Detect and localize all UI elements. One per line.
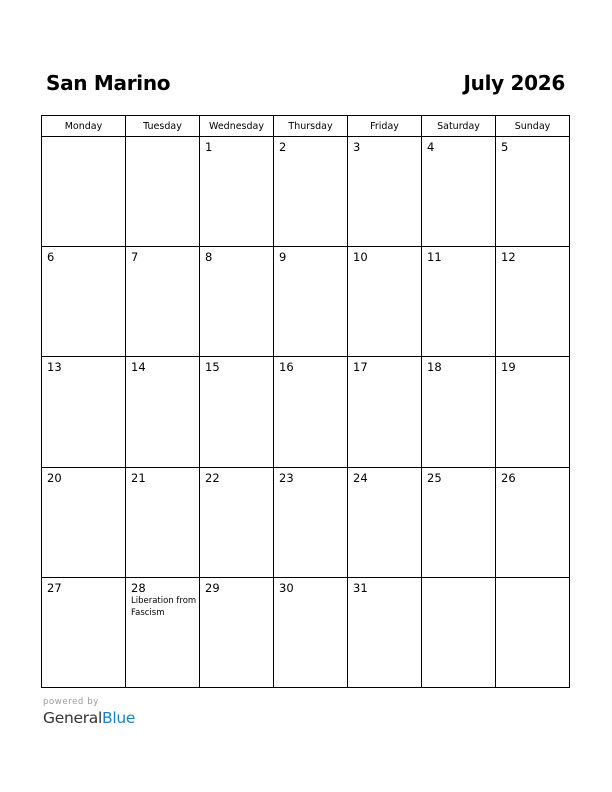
day-cell bbox=[496, 357, 570, 467]
brand-general-text: General bbox=[43, 709, 102, 727]
day-cell bbox=[422, 357, 496, 467]
day-cell bbox=[496, 247, 570, 357]
day-number: 25 bbox=[427, 470, 442, 485]
day-number: 6 bbox=[47, 250, 55, 265]
day-cell bbox=[348, 357, 422, 467]
day-cell bbox=[422, 137, 496, 247]
day-number: 2 bbox=[279, 140, 287, 154]
day-cell bbox=[274, 467, 348, 577]
day-cell bbox=[42, 357, 126, 467]
day-cell bbox=[422, 467, 496, 577]
day-number: 24 bbox=[353, 470, 368, 485]
day-number: 29 bbox=[205, 580, 220, 595]
day-cell bbox=[200, 137, 274, 247]
powered-by-text: powered by bbox=[43, 697, 99, 707]
day-cell bbox=[200, 357, 274, 467]
day-number: 20 bbox=[47, 470, 62, 485]
day-cell bbox=[42, 577, 126, 687]
day-number: 10 bbox=[353, 250, 368, 265]
week-row bbox=[42, 357, 570, 467]
day-number: 18 bbox=[427, 360, 442, 375]
calendar-grid bbox=[41, 115, 570, 688]
day-number bbox=[422, 578, 495, 581]
day-number: 15 bbox=[205, 360, 220, 375]
weekday-header-friday: Friday bbox=[348, 116, 422, 137]
weekday-header-saturday: Saturday bbox=[422, 116, 496, 137]
day-cell bbox=[274, 577, 348, 687]
day-number: 23 bbox=[279, 470, 294, 485]
day-cell bbox=[126, 357, 200, 467]
day-number: 1 bbox=[205, 140, 213, 154]
day-cell bbox=[496, 137, 570, 247]
day-number: 13 bbox=[47, 360, 62, 375]
week-row bbox=[42, 467, 570, 577]
day-cell-holiday bbox=[126, 577, 200, 687]
day-number: 27 bbox=[47, 580, 62, 595]
day-number bbox=[496, 578, 569, 581]
day-number: 5 bbox=[501, 140, 509, 154]
day-number bbox=[126, 137, 199, 140]
day-cell bbox=[348, 137, 422, 247]
day-cell bbox=[200, 577, 274, 687]
footer-branding bbox=[43, 697, 135, 728]
day-number bbox=[42, 137, 125, 140]
generalblue-logo[interactable] bbox=[43, 708, 135, 728]
day-number: 14 bbox=[131, 360, 146, 375]
day-number: 21 bbox=[131, 470, 146, 485]
day-number: 31 bbox=[353, 580, 368, 595]
day-number: 28 bbox=[131, 580, 146, 595]
day-cell-empty bbox=[42, 137, 126, 247]
day-cell bbox=[200, 467, 274, 577]
day-number: 11 bbox=[427, 250, 442, 265]
day-cell bbox=[200, 247, 274, 357]
day-cell bbox=[42, 467, 126, 577]
week-row bbox=[42, 247, 570, 357]
day-number: 9 bbox=[279, 250, 287, 265]
day-number: 22 bbox=[205, 470, 220, 485]
weekday-header-thursday: Thursday bbox=[274, 116, 348, 137]
day-cell-empty bbox=[496, 577, 570, 687]
day-cell bbox=[496, 467, 570, 577]
day-number: 26 bbox=[501, 470, 516, 485]
calendar-country-title: San Marino bbox=[46, 71, 171, 95]
day-number: 3 bbox=[353, 140, 361, 154]
day-cell bbox=[348, 467, 422, 577]
day-cell bbox=[274, 247, 348, 357]
brand-blue-text: Blue bbox=[101, 709, 136, 727]
day-cell bbox=[274, 357, 348, 467]
calendar-month-title: July 2026 bbox=[463, 71, 565, 95]
day-number: 12 bbox=[501, 250, 516, 265]
weekday-header-monday: Monday bbox=[42, 116, 126, 137]
week-row bbox=[42, 137, 570, 247]
day-number: 17 bbox=[353, 360, 368, 375]
weekday-header-sunday: Sunday bbox=[496, 116, 570, 137]
weekday-header-wednesday: Wednesday bbox=[200, 116, 274, 137]
weekday-header-row bbox=[42, 116, 570, 137]
holiday-label: Liberation from Fascism bbox=[131, 595, 197, 618]
day-cell bbox=[348, 577, 422, 687]
day-number: 7 bbox=[131, 250, 139, 265]
day-cell bbox=[126, 247, 200, 357]
day-cell-empty bbox=[422, 577, 496, 687]
weekday-header-tuesday: Tuesday bbox=[126, 116, 200, 137]
day-cell bbox=[348, 247, 422, 357]
day-number: 8 bbox=[205, 250, 213, 265]
day-number: 4 bbox=[427, 140, 435, 154]
day-cell bbox=[126, 467, 200, 577]
day-cell bbox=[274, 137, 348, 247]
day-cell bbox=[422, 247, 496, 357]
day-number: 30 bbox=[279, 580, 294, 595]
day-cell bbox=[42, 247, 126, 357]
day-cell-empty bbox=[126, 137, 200, 247]
day-number: 19 bbox=[501, 360, 516, 375]
week-row bbox=[42, 577, 570, 687]
day-number: 16 bbox=[279, 360, 294, 375]
